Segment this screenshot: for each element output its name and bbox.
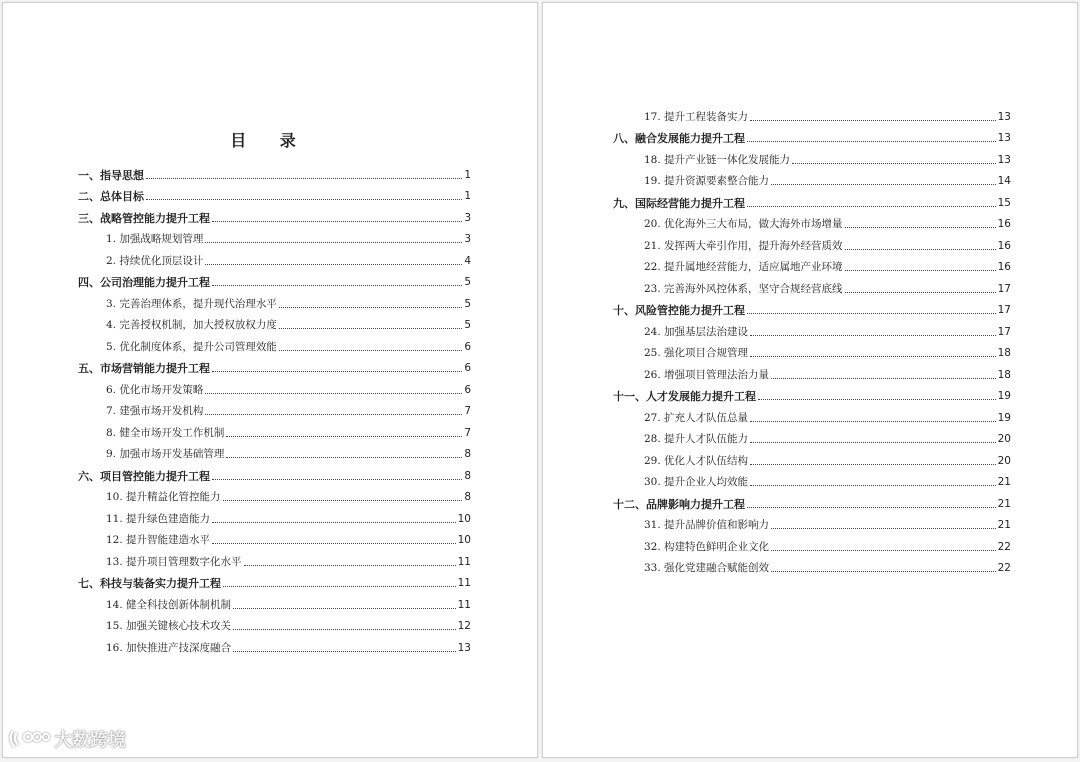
toc-subsection-entry[interactable]: [543, 425, 1077, 447]
toc-subsection-entry[interactable]: [3, 633, 537, 655]
toc-page-number: 14: [997, 175, 1011, 187]
dot-leader: [212, 371, 462, 372]
toc-page-number: 7: [464, 426, 471, 439]
dot-leader: [279, 328, 462, 329]
toc-page-number: 7: [464, 405, 471, 417]
toc-page-number: 13: [997, 132, 1011, 144]
toc-page-number: 8: [464, 469, 471, 482]
toc-page-number: 20: [997, 433, 1011, 445]
dot-leader: [279, 350, 462, 351]
dot-leader: [279, 307, 462, 308]
toc-entry-text: 7. 建强市场开发机构: [106, 405, 204, 417]
watermark-text: 大数跨境: [54, 730, 126, 751]
toc-entry-text: 21. 发挥两大牵引作用，提升海外经营质效: [644, 239, 843, 252]
toc-page-number: 17: [997, 282, 1011, 295]
dot-leader: [750, 464, 996, 465]
toc-page-number: 3: [464, 233, 471, 245]
toc-subsection-entry[interactable]: [543, 403, 1077, 425]
dot-leader: [146, 199, 462, 200]
toc-page-number: 10: [457, 512, 471, 525]
toc-subsection-entry[interactable]: [543, 231, 1077, 253]
toc-subsection-entry[interactable]: [3, 526, 537, 548]
toc-page-number: 4: [464, 254, 471, 267]
toc-subsection-entry[interactable]: [543, 210, 1077, 232]
toc-page-number: 19: [997, 390, 1011, 402]
toc-page-number: 22: [997, 540, 1011, 553]
toc-page-number: 15: [997, 196, 1011, 209]
dot-leader: [233, 651, 456, 652]
logo-icon: [8, 728, 50, 750]
toc-page-number: 11: [457, 598, 471, 611]
dot-leader: [750, 335, 996, 336]
dot-leader: [750, 485, 996, 486]
toc-entry-text: 一、指导思想: [78, 168, 144, 182]
dot-leader: [212, 221, 462, 222]
toc-entry-text: 8. 健全市场开发工作机制: [106, 426, 225, 439]
toc-entry-text: 29. 优化人才队伍结构: [644, 454, 749, 467]
toc-section-entry[interactable]: [543, 489, 1077, 511]
watermark: [8, 726, 126, 752]
toc-page-number: 5: [464, 276, 471, 288]
toc-entry-text: 20. 优化海外三大布局，做大海外市场增量: [644, 218, 843, 230]
toc-subsection-entry[interactable]: [3, 483, 537, 505]
toc-subsection-entry[interactable]: [3, 332, 537, 354]
toc-section-entry[interactable]: [3, 203, 537, 225]
toc-section-entry[interactable]: [543, 382, 1077, 404]
toc-entry-text: 27. 扩充人才队伍总量: [644, 411, 749, 424]
toc-entry-text: 七、科技与装备实力提升工程: [78, 577, 221, 590]
dot-leader: [244, 565, 456, 566]
toc-entry-text: 14. 健全科技创新体制机制: [106, 598, 232, 611]
toc-page-number: 1: [464, 168, 471, 181]
toc-page-number: 6: [464, 362, 471, 374]
dot-leader: [771, 378, 996, 379]
toc-page-number: 22: [997, 562, 1011, 574]
toc-entry-text: 二、总体目标: [78, 190, 144, 203]
toc-subsection-entry[interactable]: [3, 225, 537, 247]
toc-subsection-entry[interactable]: [543, 446, 1077, 468]
toc-page-number: 6: [464, 340, 471, 353]
toc-page-number: 17: [997, 325, 1011, 338]
toc-subsection-entry[interactable]: [3, 440, 537, 462]
dot-leader: [771, 550, 996, 551]
toc-section-entry[interactable]: [3, 160, 537, 182]
toc-entry-text: 23. 完善海外风控体系，坚守合规经营底线: [644, 282, 843, 295]
toc-entry-text: 28. 提升人才队伍能力: [644, 433, 749, 445]
dot-leader: [750, 421, 996, 422]
dot-leader: [750, 120, 996, 121]
toc-entry-text: 十一、人才发展能力提升工程: [613, 390, 756, 403]
dot-leader: [747, 141, 996, 142]
toc-entry-text: 31. 提升品牌价值和影响力: [644, 519, 770, 531]
toc-subsection-entry[interactable]: [3, 246, 537, 268]
toc-entry-text: 10. 提升精益化管控能力: [106, 491, 221, 503]
toc-entry-text: 16. 加快推进产技深度融合: [106, 641, 232, 654]
toc-entry-text: 12. 提升智能建造水平: [106, 534, 211, 546]
toc-list-right: [543, 102, 1077, 575]
toc-subsection-entry[interactable]: [543, 145, 1077, 167]
toc-entry-text: 9. 加强市场开发基础管理: [106, 448, 225, 460]
toc-entry-text: 26. 增强项目管理法治力量: [644, 368, 770, 381]
dot-leader: [750, 356, 996, 357]
toc-page-number: 11: [457, 577, 471, 589]
dot-leader: [212, 285, 462, 286]
toc-entry-text: 22. 提升属地经营能力，适应属地产业环境: [644, 261, 843, 273]
toc-entry-text: 1. 加强战略规划管理: [106, 233, 204, 245]
dot-leader: [226, 457, 462, 458]
toc-section-entry[interactable]: [543, 124, 1077, 146]
toc-section-entry[interactable]: [3, 461, 537, 483]
dot-leader: [758, 399, 996, 400]
dot-leader: [233, 608, 456, 609]
toc-section-entry[interactable]: [543, 296, 1077, 318]
toc-entry-text: 三、战略管控能力提升工程: [78, 211, 210, 225]
toc-subsection-entry[interactable]: [3, 311, 537, 333]
toc-entry-text: 32. 构建特色鲜明企业文化: [644, 540, 770, 553]
toc-page-right: [542, 2, 1078, 758]
dot-leader: [845, 227, 996, 228]
toc-page-number: 18: [997, 347, 1011, 359]
toc-page-number: 18: [997, 368, 1011, 381]
toc-subsection-entry[interactable]: [543, 167, 1077, 189]
toc-page-left: [2, 2, 538, 758]
dot-leader: [205, 393, 462, 394]
toc-page-number: 5: [464, 297, 471, 310]
toc-subsection-entry[interactable]: [3, 504, 537, 526]
dot-leader: [223, 586, 456, 587]
toc-page-number: 21: [997, 519, 1011, 531]
toc-subsection-entry[interactable]: [3, 289, 537, 311]
dot-leader: [845, 270, 996, 271]
toc-subsection-entry[interactable]: [543, 554, 1077, 576]
toc-entry-text: 5. 优化制度体系，提升公司管理效能: [106, 340, 277, 353]
dot-leader: [205, 242, 462, 243]
toc-page-number: 3: [464, 211, 471, 224]
dot-leader: [771, 528, 996, 529]
toc-entry-text: 2. 持续优化顶层设计: [106, 254, 204, 267]
dot-leader: [205, 264, 462, 265]
toc-entry-text: 30. 提升企业人均效能: [644, 476, 749, 488]
toc-entry-text: 18. 提升产业链一体化发展能力: [644, 153, 791, 166]
toc-page-number: 16: [997, 261, 1011, 273]
toc-subsection-entry[interactable]: [543, 339, 1077, 361]
toc-subsection-entry[interactable]: [543, 468, 1077, 490]
toc-title: 目 录: [230, 131, 310, 150]
dot-leader: [223, 500, 463, 501]
toc-entry-text: 五、市场营销能力提升工程: [78, 362, 210, 375]
dot-leader: [747, 206, 996, 207]
toc-entry-text: 17. 提升工程装备实力: [644, 110, 749, 123]
toc-subsection-entry[interactable]: [3, 397, 537, 419]
dot-leader: [792, 163, 996, 164]
toc-page-number: 21: [997, 476, 1011, 488]
toc-entry-text: 25. 强化项目合规管理: [644, 347, 749, 359]
toc-subsection-entry[interactable]: [3, 590, 537, 612]
toc-page-number: 8: [464, 491, 471, 503]
toc-section-entry[interactable]: [543, 188, 1077, 210]
toc-page-number: 19: [997, 411, 1011, 424]
dot-leader: [212, 543, 456, 544]
toc-subsection-entry[interactable]: [543, 317, 1077, 339]
dot-leader: [212, 479, 462, 480]
toc-entry-text: 33. 强化党建融合赋能创效: [644, 562, 770, 574]
toc-section-entry[interactable]: [3, 354, 537, 376]
toc-section-entry[interactable]: [3, 268, 537, 290]
toc-subsection-entry[interactable]: [543, 102, 1077, 124]
dot-leader: [845, 249, 996, 250]
toc-entry-text: 24. 加强基层法治建设: [644, 325, 749, 338]
toc-page-number: 13: [457, 641, 471, 654]
toc-page-number: 12: [457, 620, 471, 632]
toc-entry-text: 15. 加强关键核心技术攻关: [106, 620, 232, 632]
dot-leader: [747, 313, 996, 314]
toc-subsection-entry[interactable]: [3, 547, 537, 569]
toc-page-number: 13: [997, 153, 1011, 166]
dot-leader: [845, 292, 996, 293]
toc-page-number: 17: [997, 304, 1011, 316]
dot-leader: [750, 442, 996, 443]
toc-list-left: [3, 160, 537, 655]
toc-entry-text: 6. 优化市场开发策略: [106, 383, 204, 396]
dot-leader: [226, 436, 462, 437]
toc-subsection-entry[interactable]: [543, 274, 1077, 296]
toc-page-number: 13: [997, 110, 1011, 123]
toc-subsection-entry[interactable]: [543, 253, 1077, 275]
toc-entry-text: 四、公司治理能力提升工程: [78, 276, 210, 289]
toc-entry-text: 九、国际经营能力提升工程: [613, 196, 745, 210]
toc-subsection-entry[interactable]: [3, 612, 537, 634]
toc-subsection-entry[interactable]: [543, 532, 1077, 554]
toc-entry-text: 13. 提升项目管理数字化水平: [106, 555, 242, 568]
toc-section-entry[interactable]: [3, 182, 537, 204]
toc-entry-text: 4. 完善授权机制，加大授权放权力度: [106, 319, 277, 331]
toc-page-number: 11: [457, 555, 471, 568]
toc-entry-text: 八、融合发展能力提升工程: [613, 132, 745, 145]
dot-leader: [233, 629, 456, 630]
toc-subsection-entry[interactable]: [3, 418, 537, 440]
dot-leader: [771, 571, 996, 572]
toc-entry-text: 11. 提升绿色建造能力: [106, 512, 211, 525]
toc-page-number: 8: [464, 448, 471, 460]
toc-page-number: 1: [464, 190, 471, 202]
toc-entry-text: 19. 提升资源要素整合能力: [644, 175, 770, 187]
toc-section-entry[interactable]: [3, 569, 537, 591]
toc-entry-text: 3. 完善治理体系，提升现代治理水平: [106, 297, 277, 310]
dot-leader: [771, 184, 996, 185]
dot-leader: [205, 414, 462, 415]
toc-entry-text: 十、风险管控能力提升工程: [613, 304, 745, 317]
toc-entry-text: 六、项目管控能力提升工程: [78, 469, 210, 483]
toc-subsection-entry[interactable]: [3, 375, 537, 397]
toc-entry-text: 十二、品牌影响力提升工程: [613, 497, 745, 511]
toc-page-number: 20: [997, 454, 1011, 467]
dot-leader: [146, 178, 462, 179]
toc-page-number: 5: [464, 319, 471, 331]
toc-page-number: 10: [457, 534, 471, 546]
toc-page-number: 16: [997, 218, 1011, 230]
dot-leader: [747, 507, 996, 508]
toc-page-number: 6: [464, 383, 471, 396]
toc-subsection-entry[interactable]: [543, 360, 1077, 382]
toc-subsection-entry[interactable]: [543, 511, 1077, 533]
dot-leader: [212, 522, 456, 523]
toc-page-number: 16: [997, 239, 1011, 252]
toc-page-number: 21: [997, 497, 1011, 510]
